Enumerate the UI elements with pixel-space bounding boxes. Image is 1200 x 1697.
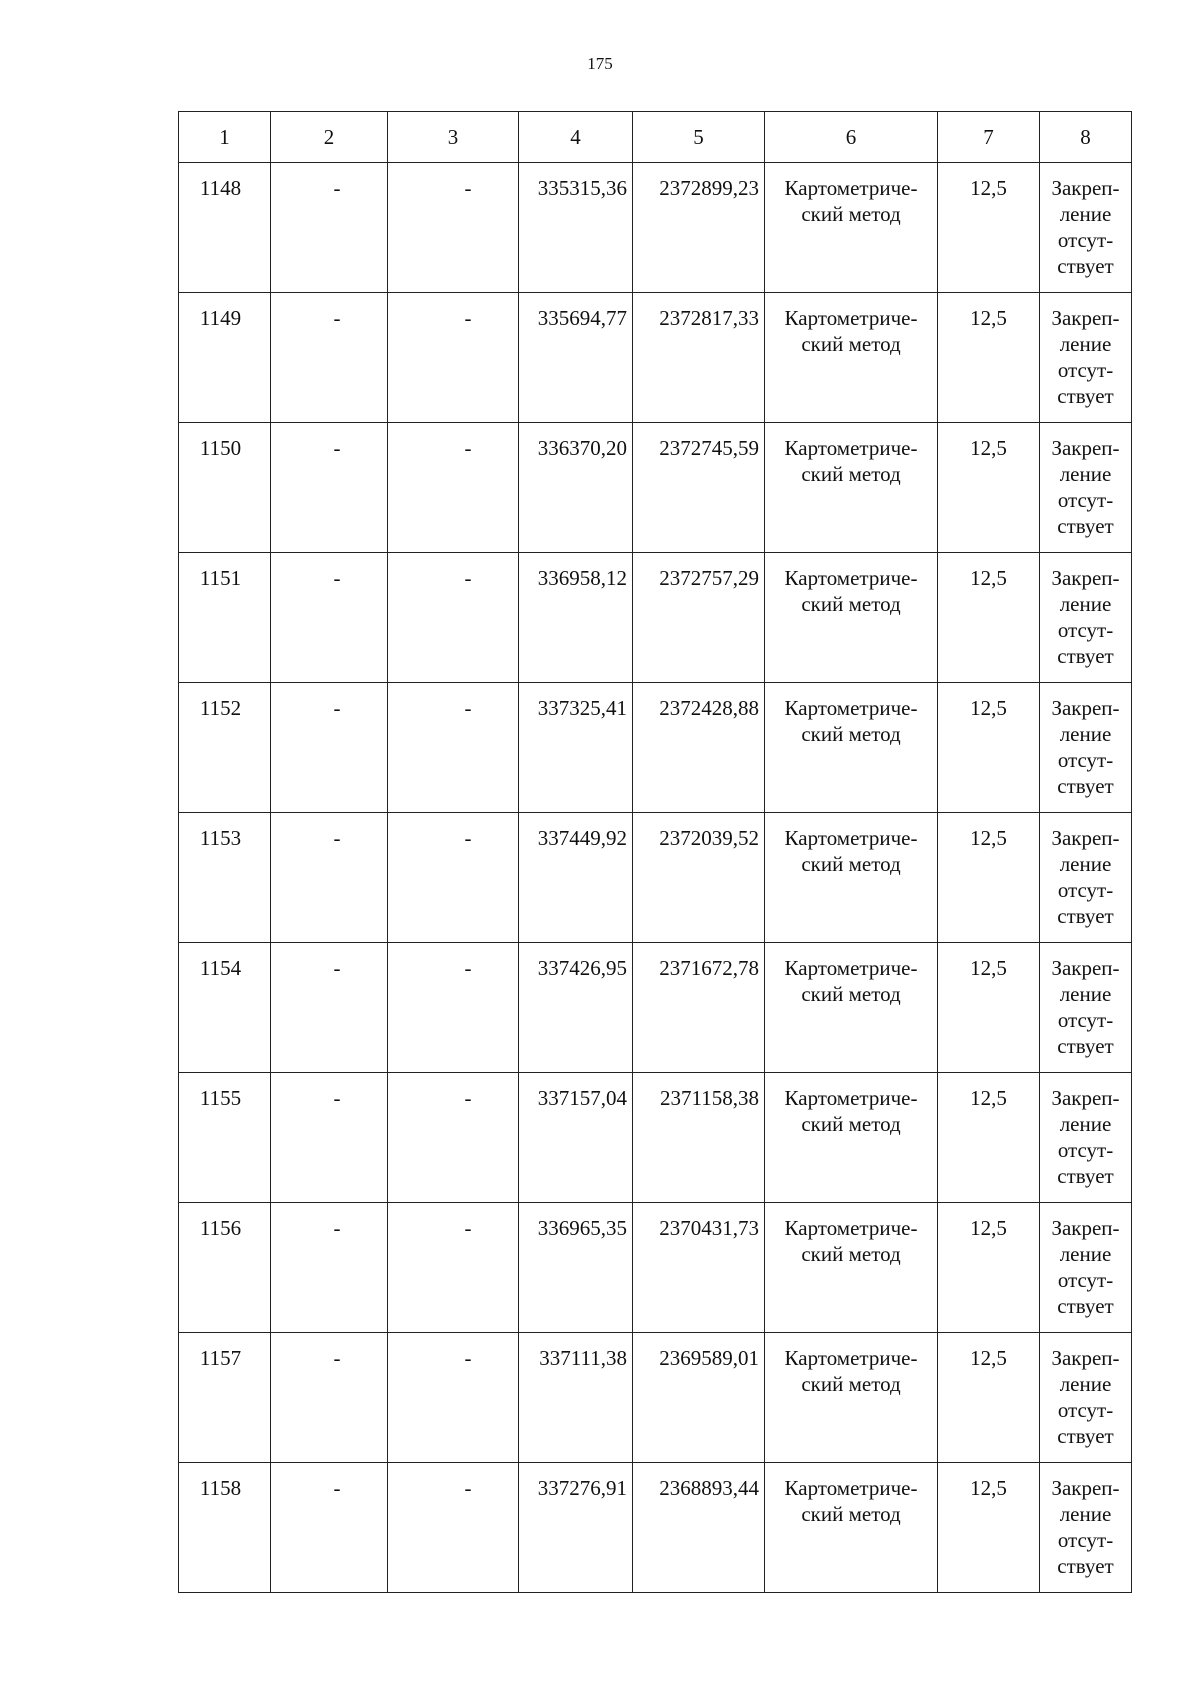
fixing-cell-line: ствует <box>1057 1294 1114 1318</box>
accuracy-cell <box>938 163 1040 293</box>
point-number-cell-text: 1152 <box>199 696 242 720</box>
table-row <box>179 163 1132 293</box>
x-coordinate-cell-text: 335315,36 <box>537 176 627 200</box>
table-row <box>179 293 1132 423</box>
fixing-cell-line: ление <box>1059 332 1112 356</box>
point-number-cell-text: 1157 <box>199 1346 242 1370</box>
method-cell-line: ский метод <box>801 202 901 226</box>
method-cell-line: ский метод <box>801 332 901 356</box>
accuracy-cell <box>938 813 1040 943</box>
accuracy-cell-text: 12,5 <box>970 1476 1007 1500</box>
fixing-cell-line: ствует <box>1057 774 1114 798</box>
column-3-cell-text: - <box>464 1086 472 1110</box>
y-coordinate-cell <box>633 1203 765 1333</box>
column-3-cell <box>388 1463 519 1593</box>
fixing-cell-line: Закреп- <box>1051 436 1120 460</box>
column-2-cell-text: - <box>333 956 341 980</box>
fixing-cell-line: Закреп- <box>1051 176 1120 200</box>
fixing-cell <box>1040 1333 1132 1463</box>
column-header: 1 <box>179 112 271 163</box>
point-number-cell <box>179 813 271 943</box>
fixing-cell-line: отсут- <box>1057 228 1114 252</box>
x-coordinate-cell-text: 336370,20 <box>537 436 627 460</box>
y-coordinate-cell-text: 2372428,88 <box>659 696 759 720</box>
table-row <box>179 1463 1132 1593</box>
column-header: 3 <box>388 112 519 163</box>
table-row <box>179 943 1132 1073</box>
y-coordinate-cell <box>633 813 765 943</box>
point-number-cell-text: 1148 <box>199 176 242 200</box>
fixing-cell <box>1040 1203 1132 1333</box>
fixing-cell-line: ствует <box>1057 1164 1114 1188</box>
point-number-cell <box>179 683 271 813</box>
y-coordinate-cell <box>633 1463 765 1593</box>
header-row <box>179 112 1132 163</box>
point-number-cell-text: 1156 <box>199 1216 242 1240</box>
x-coordinate-cell-text: 337276,91 <box>537 1476 627 1500</box>
column-2-cell-text: - <box>333 1346 341 1370</box>
accuracy-cell <box>938 1203 1040 1333</box>
accuracy-cell <box>938 553 1040 683</box>
column-header: 7 <box>938 112 1040 163</box>
column-2-cell <box>271 293 388 423</box>
method-cell-line: ский метод <box>801 462 901 486</box>
column-3-cell-text: - <box>464 1216 472 1240</box>
accuracy-cell-text: 12,5 <box>970 956 1007 980</box>
x-coordinate-cell <box>519 293 633 423</box>
accuracy-cell-text: 12,5 <box>970 1216 1007 1240</box>
method-cell-line: Картометриче- <box>784 696 918 720</box>
fixing-cell <box>1040 163 1132 293</box>
accuracy-cell <box>938 293 1040 423</box>
method-cell <box>765 1333 938 1463</box>
fixing-cell-line: отсут- <box>1057 1398 1114 1422</box>
column-3-cell-text: - <box>464 1476 472 1500</box>
method-cell <box>765 683 938 813</box>
x-coordinate-cell <box>519 943 633 1073</box>
x-coordinate-cell <box>519 1203 633 1333</box>
fixing-cell-line: ствует <box>1057 254 1114 278</box>
method-cell-line: ский метод <box>801 852 901 876</box>
fixing-cell <box>1040 1073 1132 1203</box>
column-3-cell <box>388 553 519 683</box>
y-coordinate-cell-text: 2369589,01 <box>659 1346 759 1370</box>
column-2-cell-text: - <box>333 1476 341 1500</box>
fixing-cell-line: ствует <box>1057 644 1114 668</box>
column-2-cell-text: - <box>333 436 341 460</box>
y-coordinate-cell-text: 2368893,44 <box>659 1476 759 1500</box>
fixing-cell-line: ление <box>1059 1372 1112 1396</box>
method-cell-line: Картометриче- <box>784 436 918 460</box>
table-row <box>179 813 1132 943</box>
point-number-cell <box>179 423 271 553</box>
y-coordinate-cell-text: 2371672,78 <box>659 956 759 980</box>
method-cell-line: Картометриче- <box>784 826 918 850</box>
column-3-cell-text: - <box>464 1346 472 1370</box>
fixing-cell-line: ление <box>1059 1502 1112 1526</box>
column-3-cell-text: - <box>464 566 472 590</box>
column-2-cell <box>271 553 388 683</box>
column-2-cell <box>271 943 388 1073</box>
column-2-cell-text: - <box>333 696 341 720</box>
method-cell <box>765 293 938 423</box>
method-cell <box>765 423 938 553</box>
y-coordinate-cell <box>633 423 765 553</box>
fixing-cell-line: отсут- <box>1057 618 1114 642</box>
table-header <box>179 112 1132 163</box>
fixing-cell-line: отсут- <box>1057 1528 1114 1552</box>
accuracy-cell-text: 12,5 <box>970 696 1007 720</box>
column-header: 4 <box>519 112 633 163</box>
fixing-cell-line: ствует <box>1057 1424 1114 1448</box>
method-cell-line: Картометриче- <box>784 566 918 590</box>
x-coordinate-cell-text: 337325,41 <box>537 696 627 720</box>
fixing-cell-line: ление <box>1059 592 1112 616</box>
table-row <box>179 1333 1132 1463</box>
method-cell <box>765 553 938 683</box>
point-number-cell <box>179 1073 271 1203</box>
method-cell <box>765 813 938 943</box>
point-number-cell <box>179 943 271 1073</box>
accuracy-cell-text: 12,5 <box>970 1086 1007 1110</box>
x-coordinate-cell-text: 335694,77 <box>537 306 627 330</box>
x-coordinate-cell <box>519 813 633 943</box>
y-coordinate-cell <box>633 1333 765 1463</box>
method-cell <box>765 943 938 1073</box>
y-coordinate-cell-text: 2372899,23 <box>659 176 759 200</box>
column-3-cell-text: - <box>464 306 472 330</box>
y-coordinate-cell-text: 2372039,52 <box>659 826 759 850</box>
column-3-cell <box>388 813 519 943</box>
fixing-cell-line: отсут- <box>1057 878 1114 902</box>
method-cell-line: Картометриче- <box>784 1216 918 1240</box>
fixing-cell-line: ствует <box>1057 514 1114 538</box>
fixing-cell-line: отсут- <box>1057 1268 1114 1292</box>
method-cell-line: Картометриче- <box>784 1476 918 1500</box>
point-number-cell <box>179 1203 271 1333</box>
column-3-cell <box>388 163 519 293</box>
column-2-cell <box>271 1463 388 1593</box>
column-2-cell-text: - <box>333 566 341 590</box>
fixing-cell-line: отсут- <box>1057 358 1114 382</box>
point-number-cell-text: 1150 <box>199 436 242 460</box>
y-coordinate-cell <box>633 943 765 1073</box>
method-cell-line: Картометриче- <box>784 1086 918 1110</box>
column-2-cell <box>271 163 388 293</box>
column-3-cell <box>388 683 519 813</box>
y-coordinate-cell-text: 2371158,38 <box>660 1086 759 1110</box>
column-2-cell <box>271 1333 388 1463</box>
method-cell-line: ский метод <box>801 592 901 616</box>
fixing-cell <box>1040 683 1132 813</box>
accuracy-cell <box>938 1463 1040 1593</box>
accuracy-cell <box>938 943 1040 1073</box>
accuracy-cell-text: 12,5 <box>970 1346 1007 1370</box>
point-number-cell <box>179 1463 271 1593</box>
table-body <box>179 163 1132 1593</box>
column-2-cell <box>271 683 388 813</box>
point-number-cell <box>179 293 271 423</box>
column-3-cell-text: - <box>464 826 472 850</box>
column-3-cell <box>388 423 519 553</box>
fixing-cell <box>1040 423 1132 553</box>
fixing-cell-line: Закреп- <box>1051 1086 1120 1110</box>
fixing-cell-line: Закреп- <box>1051 1476 1120 1500</box>
point-number-cell-text: 1151 <box>199 566 242 590</box>
table-row <box>179 683 1132 813</box>
x-coordinate-cell-text: 337157,04 <box>537 1086 627 1110</box>
column-header: 6 <box>765 112 938 163</box>
fixing-cell <box>1040 553 1132 683</box>
point-number-cell-text: 1154 <box>199 956 242 980</box>
method-cell-line: Картометриче- <box>784 176 918 200</box>
fixing-cell-line: Закреп- <box>1051 826 1120 850</box>
fixing-cell-line: ствует <box>1057 1554 1114 1578</box>
y-coordinate-cell <box>633 1073 765 1203</box>
method-cell-line: Картометриче- <box>784 956 918 980</box>
point-number-cell-text: 1155 <box>199 1086 242 1110</box>
x-coordinate-cell <box>519 163 633 293</box>
accuracy-cell <box>938 1333 1040 1463</box>
column-3-cell <box>388 1333 519 1463</box>
x-coordinate-cell-text: 337449,92 <box>537 826 627 850</box>
column-3-cell-text: - <box>464 436 472 460</box>
x-coordinate-cell <box>519 1073 633 1203</box>
column-2-cell <box>271 813 388 943</box>
method-cell-line: ский метод <box>801 1372 901 1396</box>
fixing-cell-line: ление <box>1059 852 1112 876</box>
point-number-cell-text: 1149 <box>199 306 242 330</box>
y-coordinate-cell-text: 2372745,59 <box>659 436 759 460</box>
fixing-cell-line: Закреп- <box>1051 306 1120 330</box>
accuracy-cell-text: 12,5 <box>970 176 1007 200</box>
method-cell <box>765 1463 938 1593</box>
fixing-cell-line: Закреп- <box>1051 1346 1120 1370</box>
fixing-cell <box>1040 1463 1132 1593</box>
fixing-cell <box>1040 813 1132 943</box>
method-cell-line: ский метод <box>801 722 901 746</box>
column-3-cell-text: - <box>464 956 472 980</box>
column-2-cell-text: - <box>333 826 341 850</box>
y-coordinate-cell-text: 2370431,73 <box>659 1216 759 1240</box>
page-number: 175 <box>587 54 613 73</box>
column-3-cell <box>388 943 519 1073</box>
accuracy-cell <box>938 1073 1040 1203</box>
fixing-cell-line: отсут- <box>1057 748 1114 772</box>
column-2-cell <box>271 1203 388 1333</box>
x-coordinate-cell <box>519 1333 633 1463</box>
column-2-cell-text: - <box>333 1216 341 1240</box>
fixing-cell-line: ление <box>1059 982 1112 1006</box>
column-2-cell-text: - <box>333 1086 341 1110</box>
point-number-cell-text: 1158 <box>199 1476 242 1500</box>
accuracy-cell <box>938 423 1040 553</box>
column-3-cell-text: - <box>464 176 472 200</box>
column-2-cell <box>271 423 388 553</box>
fixing-cell-line: Закреп- <box>1051 696 1120 720</box>
fixing-cell-line: Закреп- <box>1051 956 1120 980</box>
coordinates-table <box>178 111 1132 1593</box>
table-row <box>179 1073 1132 1203</box>
fixing-cell-line: отсут- <box>1057 488 1114 512</box>
method-cell-line: ский метод <box>801 1502 901 1526</box>
column-2-cell-text: - <box>333 306 341 330</box>
column-header: 8 <box>1040 112 1132 163</box>
accuracy-cell <box>938 683 1040 813</box>
x-coordinate-cell-text: 336958,12 <box>537 566 627 590</box>
y-coordinate-cell-text: 2372817,33 <box>659 306 759 330</box>
y-coordinate-cell <box>633 683 765 813</box>
method-cell-line: ский метод <box>801 1112 901 1136</box>
accuracy-cell-text: 12,5 <box>970 826 1007 850</box>
fixing-cell-line: ление <box>1059 1242 1112 1266</box>
point-number-cell <box>179 163 271 293</box>
x-coordinate-cell-text: 337426,95 <box>537 956 627 980</box>
y-coordinate-cell <box>633 163 765 293</box>
accuracy-cell-text: 12,5 <box>970 306 1007 330</box>
method-cell <box>765 1203 938 1333</box>
fixing-cell-line: ление <box>1059 202 1112 226</box>
method-cell-line: Картометриче- <box>784 1346 918 1370</box>
column-3-cell-text: - <box>464 696 472 720</box>
x-coordinate-cell-text: 336965,35 <box>537 1216 627 1240</box>
x-coordinate-cell-text: 337111,38 <box>539 1346 627 1370</box>
fixing-cell <box>1040 943 1132 1073</box>
fixing-cell-line: Закреп- <box>1051 566 1120 590</box>
method-cell <box>765 1073 938 1203</box>
table-row <box>179 423 1132 553</box>
fixing-cell-line: ствует <box>1057 384 1114 408</box>
column-header: 5 <box>633 112 765 163</box>
point-number-cell <box>179 1333 271 1463</box>
column-2-cell <box>271 1073 388 1203</box>
y-coordinate-cell <box>633 293 765 423</box>
method-cell-line: ский метод <box>801 1242 901 1266</box>
fixing-cell-line: отсут- <box>1057 1138 1114 1162</box>
x-coordinate-cell <box>519 683 633 813</box>
point-number-cell <box>179 553 271 683</box>
column-3-cell <box>388 293 519 423</box>
y-coordinate-cell-text: 2372757,29 <box>659 566 759 590</box>
column-2-cell-text: - <box>333 176 341 200</box>
x-coordinate-cell <box>519 553 633 683</box>
method-cell <box>765 163 938 293</box>
fixing-cell-line: отсут- <box>1057 1008 1114 1032</box>
fixing-cell-line: ствует <box>1057 904 1114 928</box>
method-cell-line: Картометриче- <box>784 306 918 330</box>
point-number-cell-text: 1153 <box>199 826 242 850</box>
fixing-cell <box>1040 293 1132 423</box>
table-row <box>179 553 1132 683</box>
fixing-cell-line: ствует <box>1057 1034 1114 1058</box>
fixing-cell-line: ление <box>1059 722 1112 746</box>
y-coordinate-cell <box>633 553 765 683</box>
column-3-cell <box>388 1203 519 1333</box>
accuracy-cell-text: 12,5 <box>970 566 1007 590</box>
x-coordinate-cell <box>519 1463 633 1593</box>
table-row <box>179 1203 1132 1333</box>
accuracy-cell-text: 12,5 <box>970 436 1007 460</box>
fixing-cell-line: Закреп- <box>1051 1216 1120 1240</box>
fixing-cell-line: ление <box>1059 1112 1112 1136</box>
column-header: 2 <box>271 112 388 163</box>
fixing-cell-line: ление <box>1059 462 1112 486</box>
x-coordinate-cell <box>519 423 633 553</box>
method-cell-line: ский метод <box>801 982 901 1006</box>
column-3-cell <box>388 1073 519 1203</box>
